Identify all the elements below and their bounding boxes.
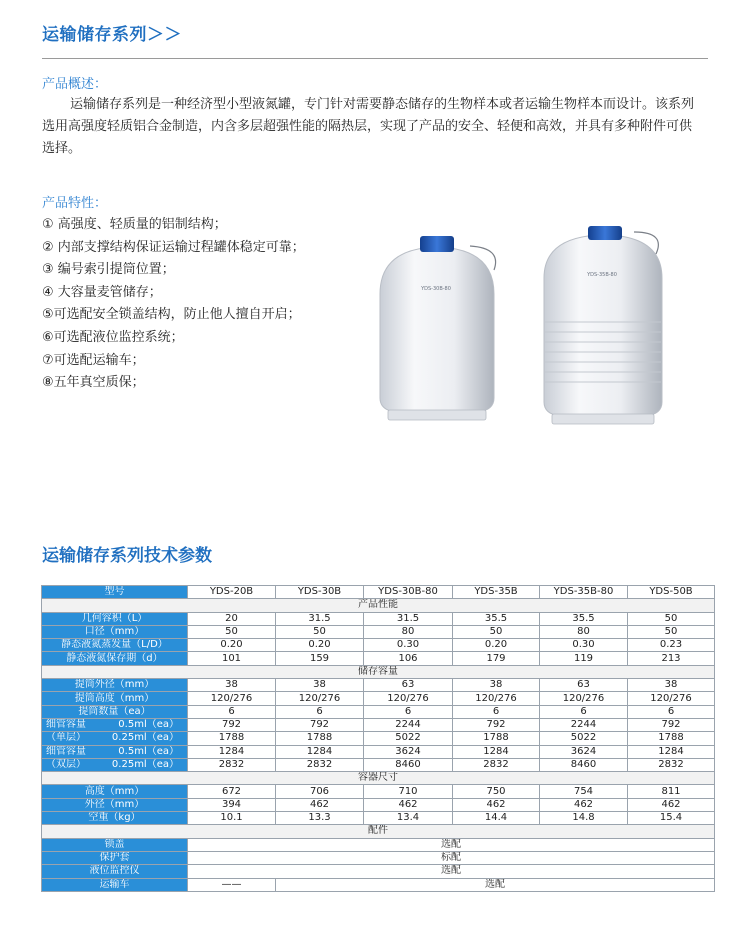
table-cell: 179 — [453, 652, 540, 665]
table-cell: 35.5 — [540, 612, 628, 625]
tank-small-illustration — [380, 236, 496, 420]
table-cell: 0.23 — [628, 639, 715, 652]
table-cell: 50 — [628, 625, 715, 638]
table-cell: 50 — [453, 625, 540, 638]
table-cell: 2832 — [188, 758, 276, 771]
table-cell: 6 — [453, 705, 540, 718]
table-cell: 0.30 — [364, 639, 453, 652]
features-label: 产品特性： — [42, 196, 108, 211]
table-cell: 792 — [453, 718, 540, 731]
table-cell: 792 — [276, 718, 364, 731]
row-label: 静态液氮保存期（d） — [42, 652, 188, 665]
table-cell: 120/276 — [276, 692, 364, 705]
table-cell: 10.1 — [188, 812, 276, 825]
spec-title: 运输储存系列技术参数 — [42, 546, 212, 566]
row-label: 运输车 — [42, 878, 188, 891]
section-row — [42, 825, 715, 838]
table-cell: 38 — [188, 679, 276, 692]
table-cell: 792 — [628, 718, 715, 731]
table-cell: 3624 — [364, 745, 453, 758]
table-cell: 38 — [628, 679, 715, 692]
tank-small-label: YDS-30B-80 — [421, 286, 451, 292]
straw-group: （双层） — [46, 759, 86, 770]
straw-row-label — [42, 745, 188, 758]
row-label: 外径（mm） — [42, 798, 188, 811]
table-cell: 159 — [276, 652, 364, 665]
model-cell: YDS-35B — [453, 586, 540, 599]
table-cell: 63 — [540, 679, 628, 692]
table-cell: 394 — [188, 798, 276, 811]
row-label: 提筒数量（ea） — [42, 705, 188, 718]
table-cell: 13.3 — [276, 812, 364, 825]
row-label: 空重（kg） — [42, 812, 188, 825]
table-cell: 14.4 — [453, 812, 540, 825]
table-cell: 63 — [364, 679, 453, 692]
table-cell: 792 — [188, 718, 276, 731]
table-cell: 1788 — [276, 732, 364, 745]
table-cell: 35.5 — [453, 612, 540, 625]
table-cell: 80 — [540, 625, 628, 638]
table-cell: 2832 — [628, 758, 715, 771]
table-cell: —— — [188, 878, 276, 891]
table-cell: 120/276 — [540, 692, 628, 705]
table-row — [42, 758, 715, 771]
table-cell: 5022 — [364, 732, 453, 745]
table-cell: 2832 — [276, 758, 364, 771]
table-cell: 38 — [453, 679, 540, 692]
product-photo — [366, 226, 676, 436]
row-label: 保护套 — [42, 851, 188, 864]
feature-list — [42, 214, 362, 395]
table-cell: 31.5 — [276, 612, 364, 625]
spec-table — [41, 585, 715, 892]
row-label: 液位监控仪 — [42, 865, 188, 878]
table-cell: 101 — [188, 652, 276, 665]
table-row — [42, 705, 715, 718]
table-cell: 1284 — [628, 745, 715, 758]
table-cell: 6 — [188, 705, 276, 718]
page-title: 运输储存系列＞＞ — [42, 25, 182, 45]
table-cell: 13.4 — [364, 812, 453, 825]
table-cell: 0.20 — [453, 639, 540, 652]
table-cell: 8460 — [364, 758, 453, 771]
table-cell: 710 — [364, 785, 453, 798]
row-label: 口径（mm） — [42, 625, 188, 638]
table-cell: 213 — [628, 652, 715, 665]
straw-row-label — [42, 718, 188, 731]
table-row — [42, 745, 715, 758]
row-label: 提筒高度（mm） — [42, 692, 188, 705]
table-row — [42, 838, 715, 851]
feature-item: ② 内部支撑结构保证运输过程罐体稳定可靠； — [42, 239, 305, 255]
row-label: 静态液氮蒸发量（L/D） — [42, 639, 188, 652]
table-cell: 120/276 — [453, 692, 540, 705]
tank-large-label: YDS-35B-80 — [587, 272, 617, 278]
table-cell: 1284 — [453, 745, 540, 758]
table-cell: 754 — [540, 785, 628, 798]
model-cell: YDS-30B — [276, 586, 364, 599]
table-row — [42, 798, 715, 811]
straw-group: 细管容量 — [46, 745, 86, 757]
section-row — [42, 599, 715, 612]
table-row — [42, 625, 715, 638]
feature-item: ⑥可选配液位监控系统； — [42, 329, 184, 345]
table-row — [42, 612, 715, 625]
overview-paragraph — [42, 94, 702, 160]
table-cell: 2244 — [540, 718, 628, 731]
title-divider — [42, 58, 708, 59]
overview-label: 产品概述： — [42, 77, 108, 92]
section-title: 产品性能 — [42, 599, 715, 612]
feature-item: ③ 编号索引提筒位置； — [42, 262, 175, 278]
table-cell: 5022 — [540, 732, 628, 745]
table-cell: 50 — [276, 625, 364, 638]
row-label: 几何容积（L） — [42, 612, 188, 625]
table-cell: 1788 — [188, 732, 276, 745]
table-cell: 120/276 — [628, 692, 715, 705]
table-cell: 6 — [540, 705, 628, 718]
table-cell: 1284 — [276, 745, 364, 758]
table-cell: 1788 — [453, 732, 540, 745]
model-cell: YDS-50B — [628, 586, 715, 599]
table-row — [42, 785, 715, 798]
feature-item: ⑦可选配运输车； — [42, 352, 145, 368]
overview-text: 运输储存系列是一种经济型小型液氮罐，专门针对需要静态储存的生物样本或者运输生物样本而设计。该系列选用高强度轻质铝合金制造，内含多层超强性能的隔热层，实现了产品的安全、轻便和高效，并具有多种附件可供选择。 — [42, 97, 695, 156]
table-cell: 15.4 — [628, 812, 715, 825]
table-row — [42, 732, 715, 745]
table-row — [42, 639, 715, 652]
table-cell: 462 — [364, 798, 453, 811]
table-cell: 0.30 — [540, 639, 628, 652]
table-row — [42, 692, 715, 705]
table-row — [42, 878, 715, 891]
table-row — [42, 652, 715, 665]
table-cell: 6 — [276, 705, 364, 718]
header-cell: 型号 — [42, 586, 188, 599]
section-title: 配件 — [42, 825, 715, 838]
table-cell: 0.20 — [188, 639, 276, 652]
table-cell: 80 — [364, 625, 453, 638]
table-cell: 标配 — [188, 851, 715, 864]
table-cell: 50 — [188, 625, 276, 638]
table-cell: 811 — [628, 785, 715, 798]
table-row — [42, 851, 715, 864]
straw-size: 0.5ml（ea） — [118, 719, 179, 731]
straw-row-label — [42, 758, 188, 771]
table-cell: 2244 — [364, 718, 453, 731]
feature-item: ⑧五年真空质保； — [42, 375, 145, 391]
feature-item: ⑤可选配安全锁盖结构，防止他人擅自开启； — [42, 307, 301, 323]
table-cell: 672 — [188, 785, 276, 798]
table-row — [42, 718, 715, 731]
table-cell: 38 — [276, 679, 364, 692]
table-cell: 选配 — [188, 865, 715, 878]
feature-item: ① 高强度、轻质量的铝制结构； — [42, 217, 227, 232]
table-cell: 14.8 — [540, 812, 628, 825]
model-cell: YDS-30B-80 — [364, 586, 453, 599]
table-cell: 750 — [453, 785, 540, 798]
table-row — [42, 812, 715, 825]
table-cell: 3624 — [540, 745, 628, 758]
model-cell: YDS-20B — [188, 586, 276, 599]
table-cell: 50 — [628, 612, 715, 625]
table-header-row — [42, 586, 715, 599]
row-label: 锁盖 — [42, 838, 188, 851]
section-row — [42, 665, 715, 678]
straw-size: 0.5ml（ea） — [118, 745, 179, 757]
table-cell: 6 — [364, 705, 453, 718]
table-cell: 119 — [540, 652, 628, 665]
section-title: 容器尺寸 — [42, 772, 715, 785]
table-cell: 706 — [276, 785, 364, 798]
table-row — [42, 679, 715, 692]
straw-group: 细管容量 — [46, 719, 86, 731]
table-cell: 120/276 — [364, 692, 453, 705]
tank-large-illustration — [544, 226, 662, 424]
table-cell: 1284 — [188, 745, 276, 758]
table-cell: 462 — [628, 798, 715, 811]
straw-group: （单层） — [46, 732, 86, 744]
straw-size: 0.25ml（ea） — [111, 732, 179, 744]
table-cell: 6 — [628, 705, 715, 718]
model-cell: YDS-35B-80 — [540, 586, 628, 599]
row-label: 高度（mm） — [42, 785, 188, 798]
table-cell: 8460 — [540, 758, 628, 771]
table-cell: 选配 — [276, 878, 715, 891]
row-label: 提筒外径（mm） — [42, 679, 188, 692]
section-row — [42, 772, 715, 785]
table-cell: 462 — [453, 798, 540, 811]
table-cell: 20 — [188, 612, 276, 625]
table-cell: 31.5 — [364, 612, 453, 625]
table-cell: 1788 — [628, 732, 715, 745]
table-cell: 0.20 — [276, 639, 364, 652]
section-title: 储存容量 — [42, 665, 715, 678]
table-cell: 106 — [364, 652, 453, 665]
straw-row-label — [42, 732, 188, 745]
table-cell: 选配 — [188, 838, 715, 851]
table-cell: 2832 — [453, 758, 540, 771]
table-cell: 462 — [276, 798, 364, 811]
table-cell: 462 — [540, 798, 628, 811]
table-cell: 120/276 — [188, 692, 276, 705]
straw-size: 0.25ml（ea） — [111, 759, 179, 770]
table-row — [42, 865, 715, 878]
feature-item: ④ 大容量麦管储存； — [42, 284, 162, 300]
